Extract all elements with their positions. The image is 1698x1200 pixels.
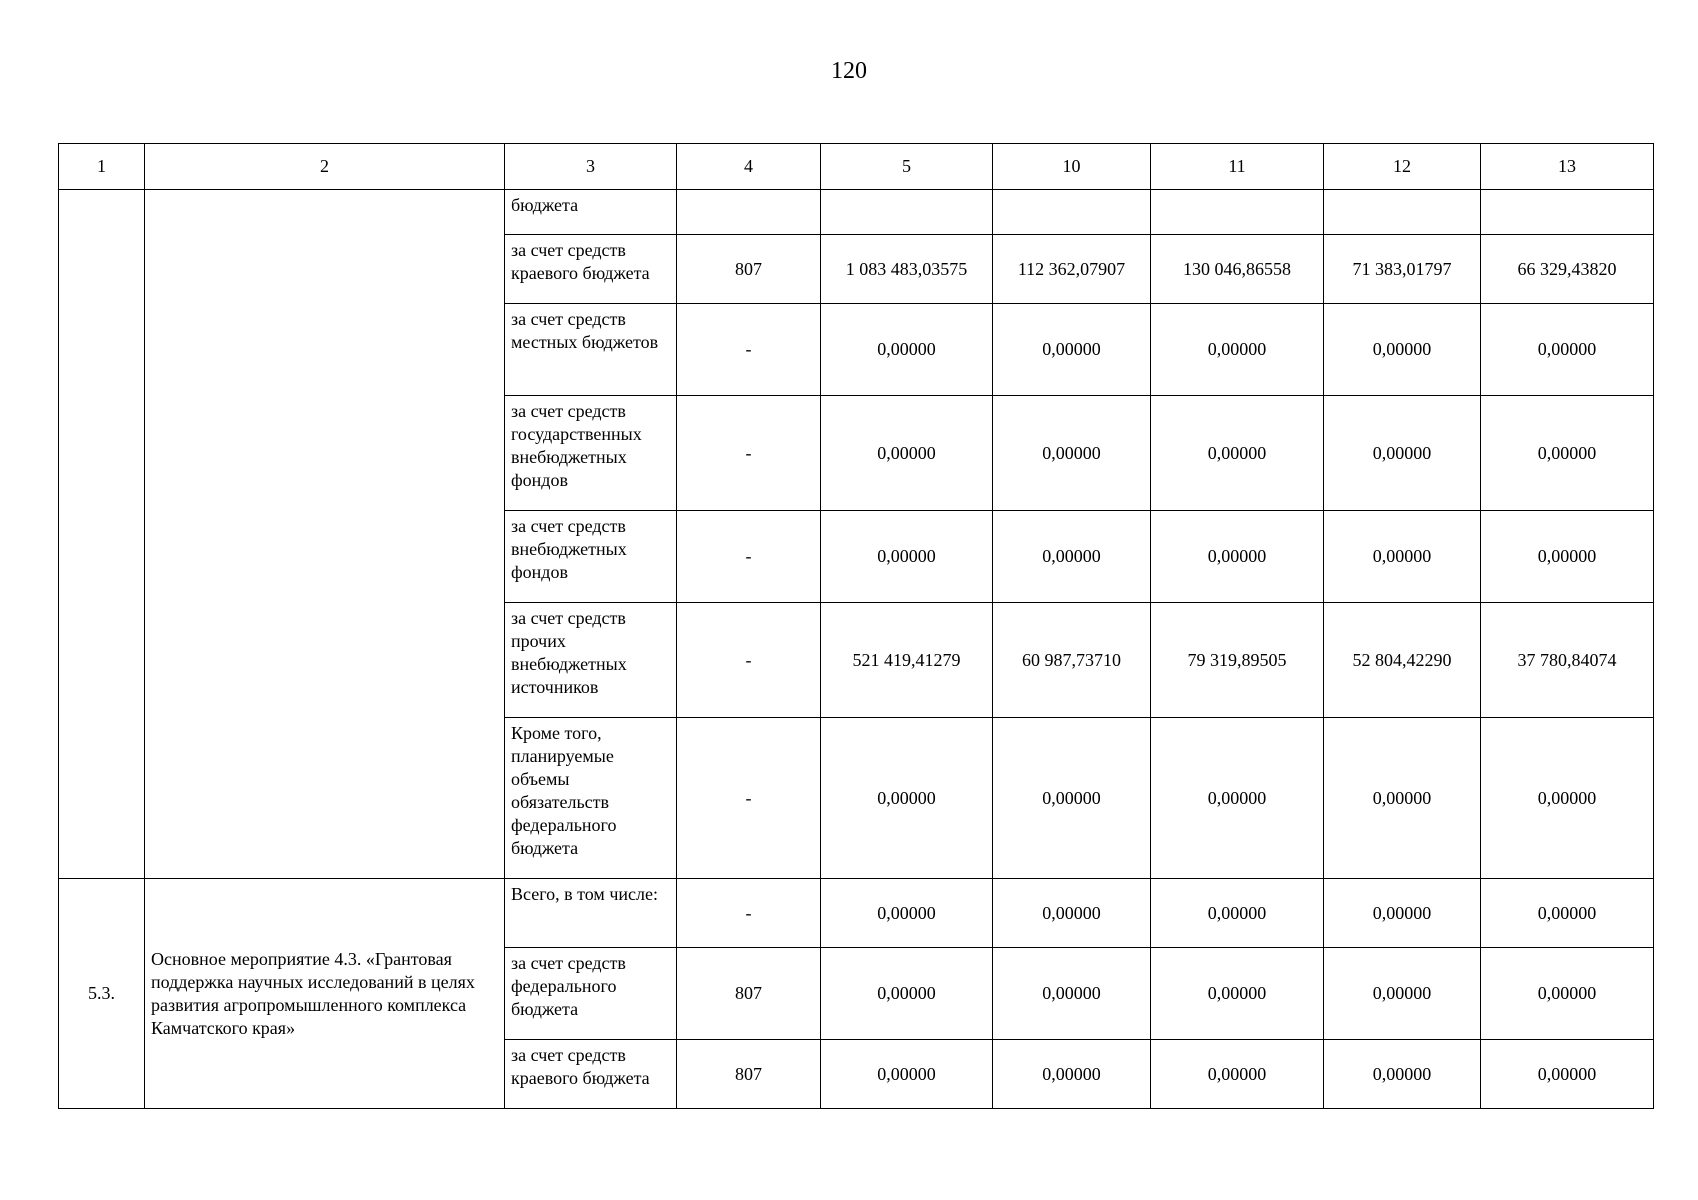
column-header: 13 [1481, 144, 1654, 190]
funding-source-cell: за счет средств краевого бюджета [505, 1040, 677, 1109]
value-cell: 0,00000 [821, 396, 993, 511]
value-cell: 79 319,89505 [1151, 603, 1324, 718]
value-cell: 0,00000 [993, 948, 1151, 1040]
column-header: 11 [1151, 144, 1324, 190]
continued-number-cell [59, 190, 145, 879]
code-cell: - [677, 879, 821, 948]
value-cell: 60 987,73710 [993, 603, 1151, 718]
funding-source-cell: за счет средств местных бюджетов [505, 304, 677, 396]
funding-source-cell: за счет средств внебюджетных фондов [505, 511, 677, 603]
value-cell: 0,00000 [1324, 511, 1481, 603]
value-cell: 0,00000 [821, 511, 993, 603]
value-cell: 52 804,42290 [1324, 603, 1481, 718]
column-header: 5 [821, 144, 993, 190]
value-cell: 0,00000 [993, 396, 1151, 511]
value-cell: 0,00000 [993, 511, 1151, 603]
value-cell: 0,00000 [821, 948, 993, 1040]
value-cell [993, 190, 1151, 235]
funding-source-cell: Кроме того, планируемые объемы обязательств федерального бюджета [505, 718, 677, 879]
value-cell: 0,00000 [821, 304, 993, 396]
value-cell [1151, 190, 1324, 235]
column-header: 3 [505, 144, 677, 190]
code-cell [677, 190, 821, 235]
value-cell: 0,00000 [993, 718, 1151, 879]
table-header-row [59, 144, 1654, 190]
value-cell: 0,00000 [993, 304, 1151, 396]
value-cell: 66 329,43820 [1481, 235, 1654, 304]
table-row [59, 879, 1654, 948]
code-cell: 807 [677, 948, 821, 1040]
value-cell [821, 190, 993, 235]
section-number-cell: 5.3. [59, 879, 145, 1109]
value-cell: 112 362,07907 [993, 235, 1151, 304]
value-cell: 0,00000 [1151, 396, 1324, 511]
column-header: 10 [993, 144, 1151, 190]
value-cell: 0,00000 [1481, 948, 1654, 1040]
funding-source-cell: за счет средств федерального бюджета [505, 948, 677, 1040]
column-header: 1 [59, 144, 145, 190]
value-cell: 0,00000 [1324, 879, 1481, 948]
value-cell: 0,00000 [1151, 948, 1324, 1040]
code-cell: 807 [677, 1040, 821, 1109]
value-cell: 37 780,84074 [1481, 603, 1654, 718]
value-cell: 521 419,41279 [821, 603, 993, 718]
value-cell: 0,00000 [1151, 1040, 1324, 1109]
value-cell: 0,00000 [821, 718, 993, 879]
value-cell: 0,00000 [1151, 879, 1324, 948]
value-cell: 0,00000 [1324, 718, 1481, 879]
funding-source-cell: бюджета [505, 190, 677, 235]
value-cell: 0,00000 [1324, 948, 1481, 1040]
value-cell: 0,00000 [1324, 1040, 1481, 1109]
value-cell: 0,00000 [1151, 718, 1324, 879]
value-cell: 0,00000 [1151, 304, 1324, 396]
code-cell: - [677, 603, 821, 718]
value-cell: 71 383,01797 [1324, 235, 1481, 304]
value-cell: 0,00000 [821, 1040, 993, 1109]
value-cell: 0,00000 [1481, 396, 1654, 511]
code-cell: 807 [677, 235, 821, 304]
funding-source-cell: за счет средств прочих внебюджетных источников [505, 603, 677, 718]
value-cell: 0,00000 [993, 1040, 1151, 1109]
code-cell: - [677, 304, 821, 396]
value-cell [1324, 190, 1481, 235]
continued-description-cell [145, 190, 505, 879]
column-header: 2 [145, 144, 505, 190]
code-cell: - [677, 718, 821, 879]
section-description-cell: Основное мероприятие 4.3. «Грантовая поддержка научных исследований в целях развития агропромышленного комплекса Камчатского края» [145, 879, 505, 1109]
page-number: 120 [831, 58, 867, 84]
value-cell: 0,00000 [993, 879, 1151, 948]
funding-source-cell: Всего, в том числе: [505, 879, 677, 948]
value-cell: 0,00000 [1481, 718, 1654, 879]
funding-source-cell: за счет средств государственных внебюджетных фондов [505, 396, 677, 511]
value-cell: 0,00000 [1481, 511, 1654, 603]
value-cell: 0,00000 [1324, 304, 1481, 396]
value-cell: 0,00000 [821, 879, 993, 948]
table-row [59, 190, 1654, 235]
value-cell: 1 083 483,03575 [821, 235, 993, 304]
code-cell: - [677, 511, 821, 603]
column-header: 12 [1324, 144, 1481, 190]
value-cell: 0,00000 [1324, 396, 1481, 511]
value-cell: 0,00000 [1481, 304, 1654, 396]
value-cell: 0,00000 [1151, 511, 1324, 603]
column-header: 4 [677, 144, 821, 190]
funding-source-cell: за счет средств краевого бюджета [505, 235, 677, 304]
budget-table [58, 143, 1654, 1109]
value-cell [1481, 190, 1654, 235]
value-cell: 0,00000 [1481, 879, 1654, 948]
value-cell: 130 046,86558 [1151, 235, 1324, 304]
code-cell: - [677, 396, 821, 511]
value-cell: 0,00000 [1481, 1040, 1654, 1109]
